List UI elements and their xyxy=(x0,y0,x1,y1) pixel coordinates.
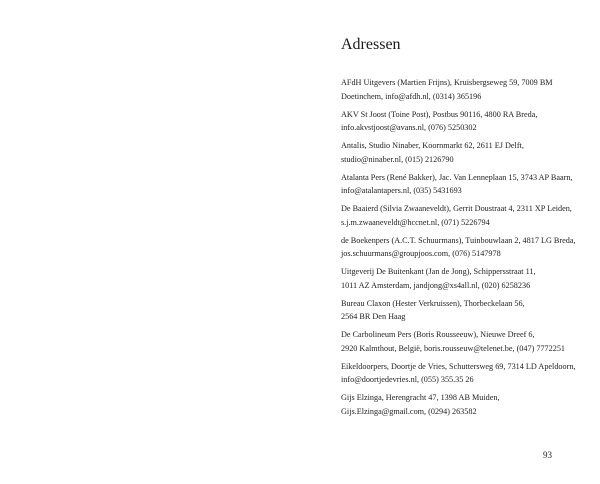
address-entry xyxy=(341,391,581,423)
address-entry xyxy=(341,328,581,360)
address-line: Bureau Claxon (Hester Verkruissen), Thorbeckelaan 56, xyxy=(341,298,525,308)
address-contact: info.akvstjoost@avans.nl, (076) 5250302 xyxy=(341,123,477,132)
address-entry xyxy=(341,76,581,108)
address-line: Antalis, Studio Ninaber, Koornmarkt 62, 2611 EJ Delft, xyxy=(341,141,524,150)
address-line: Gijs Elzinga, Herengracht 47, 1398 AB Muiden, xyxy=(341,393,500,402)
address-entry xyxy=(341,202,581,234)
address-line: AFdH Uitgevers (Martien Frijns), Kruisbergseweg 59, 7009 BM xyxy=(341,78,553,87)
address-contact: studio@ninaber.nl, (015) 2126790 xyxy=(341,154,454,164)
address-line: De Carbolineum Pers (Boris Rousseeuw), Nieuwe Dreef 6, xyxy=(341,330,535,339)
address-line: Eikeldoorpers, Doortje de Vries, Schuttersweg 69, 7314 LD Apeldoorn, xyxy=(341,361,576,371)
address-line: Uitgeverij De Buitenkant (Jan de Jong), Schippersstraat 11, xyxy=(341,267,536,276)
page-number: 93 xyxy=(543,450,552,460)
address-line: Atalanta Pers (René Bakker), Jac. Van Lenneplaan 15, 3743 AP Baarn, xyxy=(341,172,573,182)
address-contact: 2564 BR Den Haag xyxy=(341,312,406,321)
address-contact: 2920 Kalmthout, België, boris.rousseuw@telenet.be, (047) 7772251 xyxy=(341,343,566,353)
address-line: AKV St Joost (Toine Post), Postbus 90116, 4800 RA Breda, xyxy=(341,109,538,119)
address-entry xyxy=(341,297,581,329)
address-line: De Baaierd (Silvia Zwaaneveldt), Gerrit Doustraat 4, 2311 XP Leiden, xyxy=(341,204,572,213)
address-contact: info@atalantapers.nl, (035) 5431693 xyxy=(341,186,462,195)
address-entry xyxy=(341,171,581,203)
address-entry xyxy=(341,234,581,266)
address-entry xyxy=(341,360,581,392)
address-contact: 1011 AZ Amsterdam, jandjong@xs4all.nl, (020) 6258236 xyxy=(341,280,531,290)
page-title: Adressen xyxy=(341,36,401,53)
address-entry xyxy=(341,108,581,140)
address-entry xyxy=(341,139,581,171)
address-line: de Boekenpers (A.C.T. Schuurmans), Tuinbouwlaan 2, 4817 LG Breda, xyxy=(341,235,576,245)
address-contact: jos.schuurmans@groupjoos.com, (076) 5147978 xyxy=(341,249,501,258)
address-entry xyxy=(341,265,581,297)
address-contact: info@doortjedevries.nl, (055) 355.35 26 xyxy=(341,375,474,384)
address-contact: Gijs.Elzinga@gmail.com, (0294) 263582 xyxy=(341,406,477,416)
address-contact: Doetinchem, info@afdh.nl, (0314) 365196 xyxy=(341,91,482,101)
address-contact: s.j.m.zwaaneveldt@hccnet.nl, (071) 5226794 xyxy=(341,217,490,227)
address-list xyxy=(341,76,581,423)
